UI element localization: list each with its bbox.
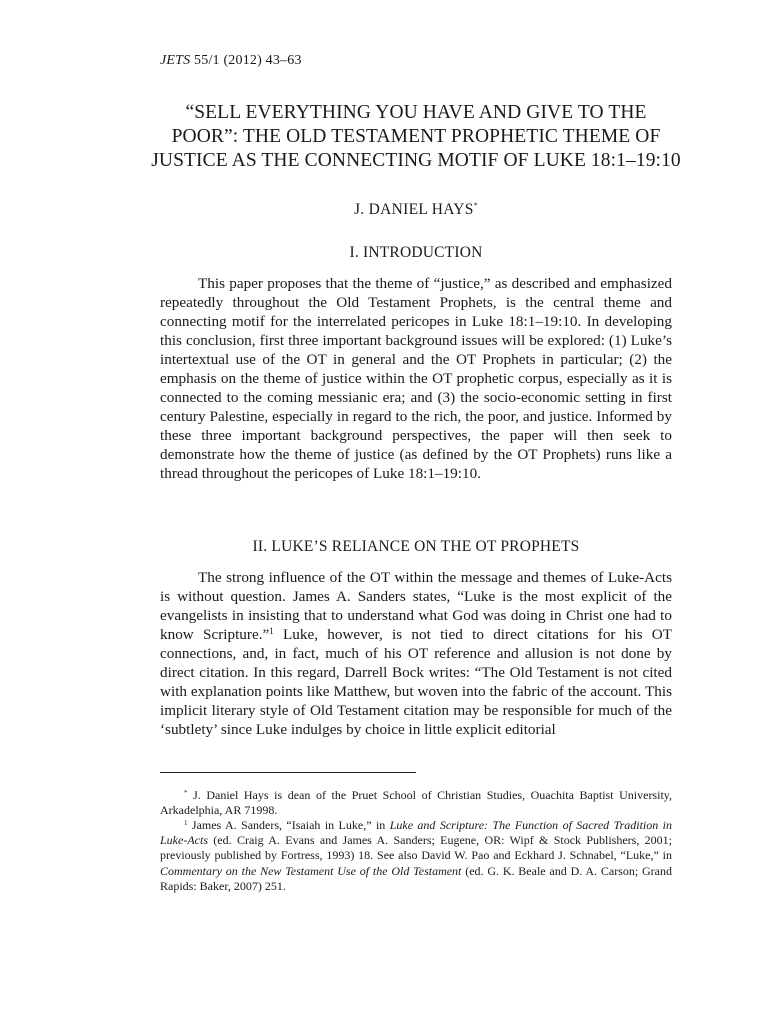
- author-footnote-mark: *: [473, 201, 479, 210]
- journal-reference: [160, 53, 302, 69]
- footnote-separator: [160, 772, 416, 773]
- footnote-1-text-a: James A. Sanders, “Isaiah in Luke,” in: [187, 818, 390, 832]
- footnote-1-text-c: (ed. G. K. Beale and D. A. Carson; Grand Rapids: Baker, 2007) 251.: [160, 863, 672, 893]
- footnote-ref-1: 1: [269, 626, 274, 636]
- section-heading-luke-reliance: II. LUKE’S RELIANCE ON THE OT PROPHETS: [252, 538, 580, 555]
- footnote-1-text-b: (ed. Craig A. Evans and James A. Sanders; Eugene, OR: Wipf & Stock Publishers, 2001; previously published by Fortress, 1993) 18. See also David W. Pao and Eckhard J. Schnabel, “Luke,” in: [160, 833, 672, 863]
- paragraph-text-part-1: The strong influence of the OT within the message and themes of Luke-Acts is without question. James A. Sanders states, “Luke is the most explicit of the evangelists in insisting that to understand what God was doing in Christ one had to know Scripture.”: [160, 569, 672, 643]
- article-author: [160, 201, 672, 219]
- footnote-author-text: J. Daniel Hays is dean of the Pruet School of Christian Studies, Ouachita Baptist University, Arkadelphia, AR 71998.: [160, 788, 672, 818]
- footnote-mark-1: 1: [184, 819, 188, 827]
- author-name: J. DANIEL HAYS: [353, 201, 474, 218]
- section-heading-introduction: I. INTRODUCTION: [349, 244, 483, 261]
- journal-abbrev: JETS: [160, 53, 191, 68]
- article-title: “SELL EVERYTHING YOU HAVE AND GIVE TO THE POOR”: THE OLD TESTAMENT PROPHETIC THEME OF JUSTICE AS THE CONNECTING MOTIF OF LUKE 18:1–19:10: [151, 102, 681, 171]
- footnote-author: [160, 788, 672, 818]
- footnote-mark-star: *: [184, 789, 188, 797]
- introduction-paragraph: This paper proposes that the theme of “justice,” as described and emphasized repeatedly throughout the Old Testament Prophets, is the central theme and connecting motif for the interrelated pericopes in Luke 18:1–19:10. In developing this conclusion, first three important background issues will be explored: (1) Luke’s intertextual use of the OT in general and the OT Prophets in particular; (2) the emphasis on the theme of justice within the OT prophetic corpus, especially as it is connected to the coming messianic era; and (3) the socio-economic setting in first century Palestine, especially in regard to the rich, the poor, and justice. Informed by these three important background perspectives, the paper will then seek to demonstrate how the theme of justice (as defined by the OT Prophets) runs like a thread throughout the pericopes of Luke 18:1–19:10.: [160, 275, 672, 482]
- footnote-1-book-title: Luke and Scripture: The Function of Sacred Tradition in Luke-Acts: [160, 818, 673, 848]
- luke-reliance-paragraph: [160, 568, 672, 739]
- footnote-1-commentary-title: Commentary on the New Testament Use of the Old Testament: [160, 863, 462, 878]
- footnote-1: [160, 818, 672, 894]
- journal-issue: 55/1 (2012) 43–63: [190, 53, 302, 68]
- paragraph-text-part-2: Luke, however, is not tied to direct citations for his OT connections, and, in fact, much of his OT reference and allusion is not done by direct citation. In this regard, Darrell Bock writes: “The Old Testament is not cited with explanation points like Matthew, but woven into the fabric of the account. This implicit literary style of Old Testament citation may be responsible for much of the ‘subtlety’ since Luke indulges by choice in little explicit editorial: [160, 626, 672, 738]
